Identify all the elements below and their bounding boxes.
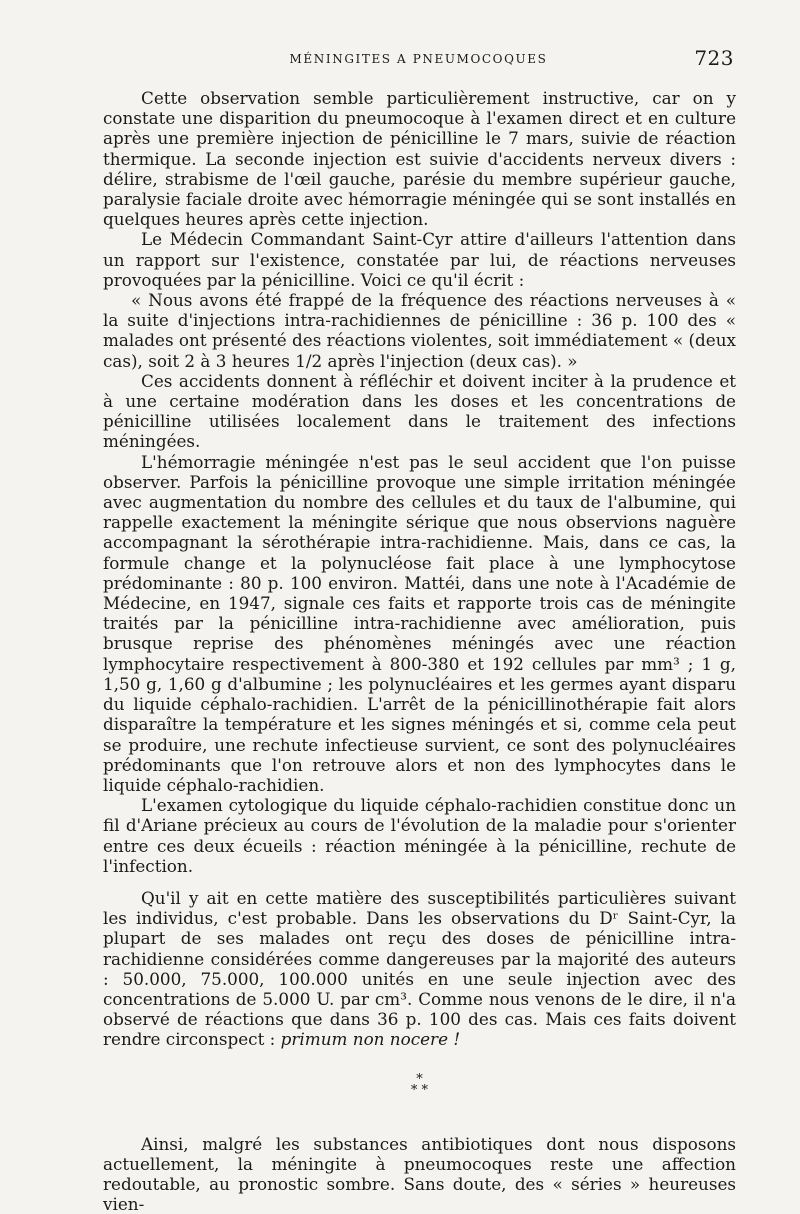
paragraph-6: L'examen cytologique du liquide céphalo-rachidien constitue donc un fil d'Ariane précieux au cours de l'évolution de la maladie pour s'orienter entre ces deux écueils : réaction méningée à la pénicilline, rechute de l'infection. [103,795,736,876]
page-number: 723 [694,46,734,70]
paragraph-7-text: Qu'il y ait en cette matière des susceptibilités particulières suivant les individus, c'est probable. Dans les observations du Dʳ Saint-Cyr, la plupart de ses malades ont reçu des doses de pénicilline intra-rachidienne considérées comme dangereuses par la majorité des auteurs : 50.000, 75.000, 100.000 unités en une seule injection avec des concentrations de 5.000 U. par cm³. Comme nous venons de le dire, il n'a observé de réactions que dans 36 p. 100 des cas. Mais ces faits doivent rendre circonspect : [103,887,736,1050]
asterism-top: * [416,1071,423,1087]
paragraph-7 [103,888,736,1050]
running-title: MÉNINGITES A PNEUMOCOQUES [289,52,548,66]
asterism-ornament [103,1071,736,1098]
body-text [103,88,736,1214]
paragraph-2: Le Médecin Commandant Saint-Cyr attire d'ailleurs l'attention dans un rapport sur l'existence, constatée par lui, de réactions nerveuses provoquées par la pénicilline. Voici ce qu'il écrit : [103,229,736,290]
paragraph-4: Ces accidents donnent à réfléchir et doivent inciter à la prudence et à une certaine modération dans les doses et les concentrations de pénicilline utilisées localement dans le traitement des infections méningées. [103,370,736,452]
paragraph-8: Ainsi, malgré les substances antibiotiques dont nous disposons actuellement, la méningite à pneumocoques reste une affection redoutable, au pronostic sombre. Sans doute, des « séries » heureuses vien- [103,1133,736,1214]
paragraph-1: Cette observation semble particulièrement instructive, car on y constate une disparition du pneumocoque à l'examen direct et en culture après une première injection de pénicilline le 7 mars, suivie de réaction thermique. La seconde injection est suivie d'accidents nerveux divers : délire, strabisme de l'œil gauche, parésie du membre supérieur gauche, paralysie faciale droite avec hémorragie méningée qui se sont installés en quelques heures après cette injection. [103,88,736,230]
running-head [103,46,734,74]
asterism-bottom: * * [410,1082,429,1098]
quotation-paragraph: « Nous avons été frappé de la fréquence des réactions nerveuses à « la suite d'injections intra-rachidiennes de pénicilline : 36 p. 100 des « malades ont présenté des réactions violentes, soit immédiatement « (deux cas), soit 2 à 3 heures 1/2 après l'injection (deux cas). » [103,290,736,371]
section-spacer [103,1106,736,1134]
paragraph-5: L'hémorragie méningée n'est pas le seul accident que l'on puisse observer. Parfois la pénicilline provoque une simple irritation méningée avec augmentation du nombre des cellules et du taux de l'albumine, qui rappelle exactement la méningite sérique que nous observions naguère accompagnant la sérothérapie intra-rachidienne. Mais, dans ce cas, la formule change et la polynucléose fait place à une lymphocytose prédominante : 80 p. 100 environ. Mattéi, dans une note à l'Académie de Médecine, en 1947, signale ces faits et rapporte trois cas de méningite traités par la pénicilline intra-rachidienne avec amélioration, puis brusque reprise des phénomènes méningés avec une réaction lymphocytaire respectivement à 800-380 et 192 cellules par mm³ ; 1 g, 1,50 g, 1,60 g d'albumine ; les polynucléaires et les germes ayant disparu du liquide céphalo-rachidien. L'arrêt de la pénicillinothérapie fait alors disparaître la température et les signes méningés et si, comme cela peut se produire, une rechute infectieuse survient, ce sont des polynucléaires prédominants que l'on retrouve alors et non des lymphocytes dans le liquide céphalo-rachidien. [103,451,736,795]
latin-motto: primum non nocere ! [280,1029,461,1050]
